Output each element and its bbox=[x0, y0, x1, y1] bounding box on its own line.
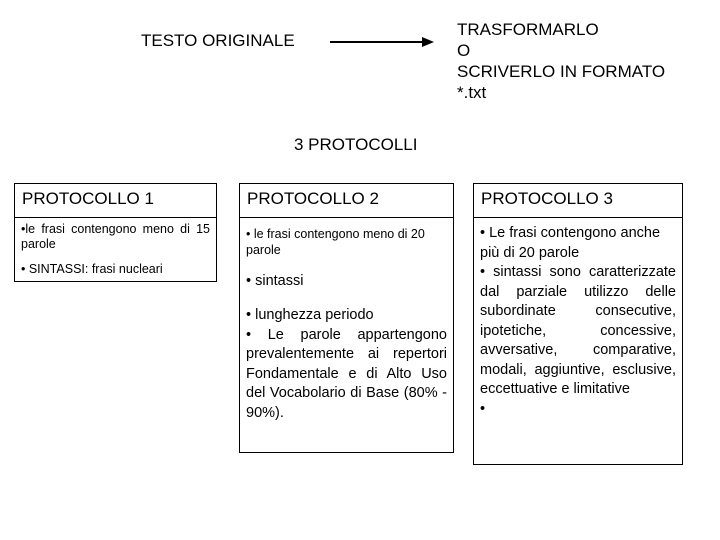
instruction-line: TRASFORMARLO bbox=[457, 20, 599, 39]
protocol-1-title: PROTOCOLLO 1 bbox=[15, 184, 216, 218]
protocol-3-item: • bbox=[480, 400, 486, 417]
protocol-1-item: • SINTASSI: frasi nucleari bbox=[21, 262, 163, 276]
protocol-2-item: • sintassi bbox=[246, 273, 304, 289]
protocol-2-item: • le frasi contengono meno di 20 parole bbox=[246, 227, 425, 257]
source-text-label: TESTO ORIGINALE bbox=[141, 31, 295, 50]
protocol-2-item: • Le parole appartengono prevalentemente ai repertori Fondamentale e di Alto Uso del Vocabolario di Base (80% - 90%). bbox=[246, 326, 447, 421]
protocol-1-box bbox=[14, 183, 217, 282]
protocol-2-box bbox=[239, 183, 454, 453]
protocol-2-item: • lunghezza periodo bbox=[246, 307, 374, 323]
instruction-line: SCRIVERLO IN FORMATO bbox=[457, 62, 666, 81]
arrow-head bbox=[422, 37, 434, 47]
right-arrow-icon bbox=[330, 34, 436, 50]
instruction-line: *.txt bbox=[457, 83, 487, 102]
protocol-1-item: •le frasi contengono meno di 15 parole bbox=[21, 222, 210, 251]
transform-instruction bbox=[457, 19, 665, 103]
protocols-count-label: 3 PROTOCOLLI bbox=[294, 135, 418, 154]
instruction-line: O bbox=[457, 41, 471, 60]
protocol-2-title: PROTOCOLLO 2 bbox=[240, 184, 453, 218]
protocol-3-title: PROTOCOLLO 3 bbox=[474, 184, 682, 218]
protocol-3-item: • sintassi sono caratterizzate dal parziale utilizzo delle subordinate consecutive, ipotetiche, concessive, avversative, comparative, modali, aggiuntive, esclusive, eccettuative e limitative bbox=[480, 264, 676, 397]
protocol-3-item: • Le frasi contengono anche più di 20 parole bbox=[480, 225, 661, 261]
protocol-3-box bbox=[473, 183, 683, 465]
